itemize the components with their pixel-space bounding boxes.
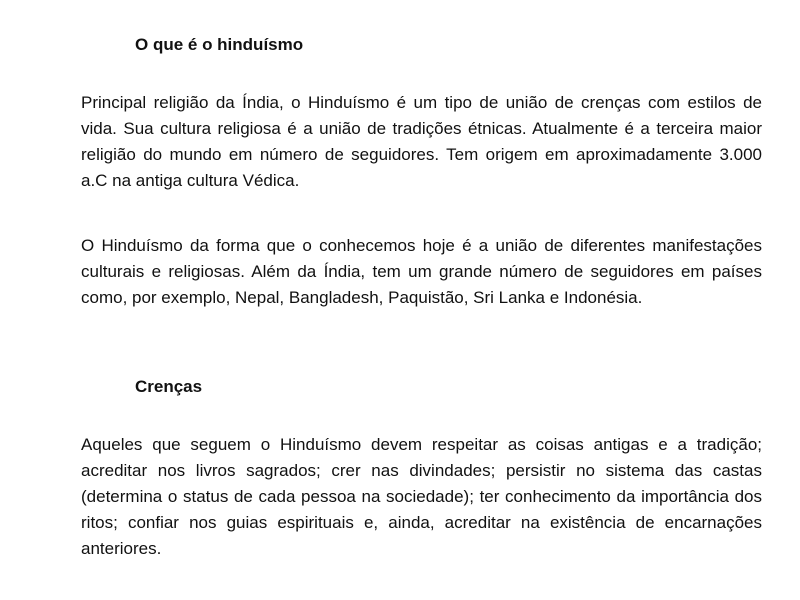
section-heading-beliefs: Crenças: [135, 377, 203, 396]
paragraph-beliefs: Aqueles que seguem o Hinduísmo devem respeitar as coisas antigas e a tradição; acreditar nos livros sagrados; crer nas divindades; persistir no sistema das castas (determina o status de cada pessoa na sociedade); ter conhecimento da importância dos ritos; confiar nos guias espirituais e, ainda, acreditar na existência de encarnações anteriores.: [81, 435, 762, 558]
paragraph-intro: Principal religião da Índia, o Hinduísmo é um tipo de união de crenças com estilos de vida. Sua cultura religiosa é a união de tradições étnicas. Atualmente é a terceira maior religião do mundo em número de seguidores. Tem origem em aproximadamente 3.000 a.C na antiga cultura Védica.: [81, 93, 762, 190]
section-heading-hinduism: O que é o hinduísmo: [135, 35, 304, 54]
paragraph-modern-hinduism: O Hinduísmo da forma que o conhecemos hoje é a união de diferentes manifestações culturais e religiosas. Além da Índia, tem um grande número de seguidores em países como, por exemplo, Nepal, Bangladesh, Paquistão, Sri Lanka e Indonésia.: [81, 236, 762, 307]
